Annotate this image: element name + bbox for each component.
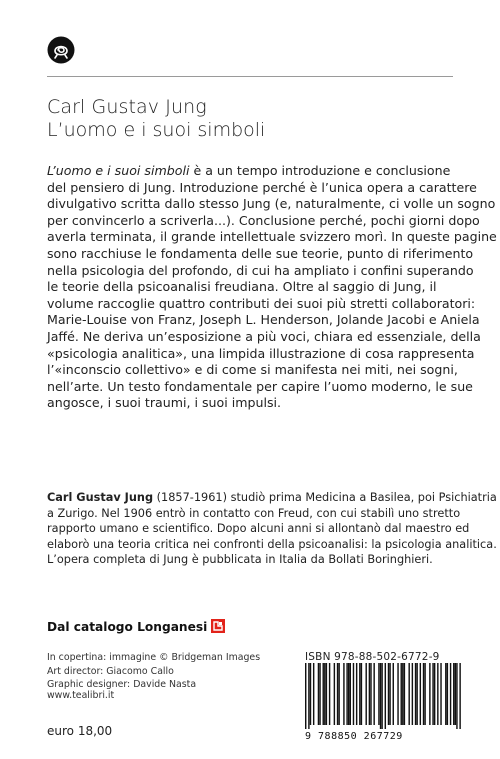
barcode-bar	[381, 663, 382, 729]
blurb-line: averla terminata, il grande intellettuale svizzero morì. In queste pagine	[47, 229, 497, 245]
barcode-bar	[423, 663, 424, 725]
barcode-bar	[401, 663, 402, 725]
barcode-bar	[459, 663, 460, 729]
publisher-logo-icon	[47, 36, 75, 64]
credit-line: In copertina: immagine © Bridgeman Images	[47, 652, 261, 663]
bio-line: L’opera completa di Jung è pubblicata in Italia da Bollati Boringhieri.	[47, 553, 433, 566]
barcode-bar	[389, 663, 390, 725]
barcode-bar	[388, 663, 389, 725]
barcode-bar	[361, 663, 362, 725]
book-blurb	[47, 163, 497, 412]
blurb-line: Jaffé. Ne deriva un’esposizione a più voci, chiara ed essenziale, della	[47, 328, 481, 344]
header-divider	[47, 76, 453, 77]
barcode-bar	[404, 663, 405, 725]
barcode-bar	[385, 663, 386, 729]
barcode-bar	[319, 663, 320, 725]
barcode-bar	[412, 663, 413, 725]
barcode-bar	[369, 663, 370, 725]
barcode-bar	[359, 663, 360, 725]
barcode-bar	[456, 663, 457, 729]
book-author: Carl Gustav Jung	[47, 96, 207, 118]
barcode-bar	[408, 663, 409, 725]
barcode-bar	[356, 663, 357, 725]
barcode-bar	[313, 663, 314, 725]
barcode-bar	[424, 663, 425, 725]
barcode-bar	[305, 663, 306, 729]
barcode-bar	[348, 663, 349, 725]
bio-first-line-rest: (1857-1961) studiò prima Medicina a Basilea, poi Psichiatria	[153, 491, 497, 504]
barcode-bar	[416, 663, 417, 725]
credit-line: Graphic designer: Davide Nasta	[47, 679, 197, 690]
blurb-line: per convincerlo a scriverla...). Conclusione perché, pochi giorni dopo	[47, 212, 480, 228]
barcode-bar	[450, 663, 451, 725]
bio-line: elaborò una teoria critica nei confronti della psicoanalisi: la psicologia analitica.	[47, 537, 497, 551]
blurb-line	[47, 163, 457, 180]
barcode-bar	[378, 663, 379, 725]
barcode-bar	[326, 663, 327, 725]
barcode-bar	[329, 663, 330, 725]
barcode-bar	[343, 663, 344, 725]
book-price: euro 18,00	[47, 724, 113, 738]
barcode-bar	[310, 663, 311, 725]
barcode-bar	[420, 663, 421, 725]
blurb-line: angosce, i suoi traumi, i suoi impulsi.	[47, 395, 282, 411]
blurb-line: del pensiero di Jung. Introduzione perché è l’unica opera a carattere	[47, 179, 477, 195]
blurb-line: nell’arte. Un testo fondamentale per capire l’uomo moderno, le sue	[47, 378, 473, 394]
blurb-line: le teorie della psicoanalisi freudiana. Oltre al saggio di Jung, il	[47, 279, 437, 295]
barcode-bar	[365, 663, 366, 725]
barcode-bar	[445, 663, 446, 725]
barcode-bar	[324, 663, 325, 725]
barcode-bar	[318, 663, 319, 725]
barcode-bar	[346, 663, 347, 725]
barcode-bar	[447, 663, 448, 725]
barcode-bar	[334, 663, 335, 725]
barcode-bar	[432, 663, 433, 725]
isbn-label: ISBN 978-88-502-6772-9	[305, 651, 440, 663]
barcode-bar	[393, 663, 394, 725]
barcode-bar	[402, 663, 403, 725]
barcode-bar	[397, 663, 398, 725]
author-bio	[47, 490, 497, 568]
bio-author-name: Carl Gustav Jung	[47, 491, 154, 504]
barcode-bar	[429, 663, 430, 725]
blurb-line: divulgativo scritta dallo stesso Jung (e, naturalmente, ci volle un sogno	[47, 196, 496, 212]
publisher-website: www.tealibri.it	[47, 690, 115, 701]
bio-line	[47, 490, 497, 506]
blurb-line: l’«inconscio collettivo» e di come si manifesta nei miti, nei sogni,	[47, 362, 458, 378]
barcode-bar	[323, 663, 324, 725]
barcode-bar	[434, 663, 435, 725]
barcode-bar	[455, 663, 456, 725]
barcode-bar	[350, 663, 351, 725]
catalog-mark-icon	[211, 619, 225, 633]
bio-line: rapporto umano e scientifico. Dopo alcuni anni si allontanò dal maestro ed	[47, 522, 470, 535]
barcode-bar	[453, 663, 454, 725]
blurb-italic-title: L’uomo e i suoi simboli	[47, 163, 190, 178]
blurb-line: nella psicologia del profondo, di cui ha ampliato i confini superando	[47, 262, 474, 278]
barcode-bar	[440, 663, 441, 725]
blurb-line: volume raccoglie quattro contributi dei suoi più stretti collaboratori:	[47, 295, 476, 311]
barcode-bar	[308, 663, 309, 729]
barcode-bar	[373, 663, 374, 725]
blurb-line: Marie-Louise von Franz, Joseph L. Henderson, Jolande Jacobi e Aniela	[47, 312, 480, 328]
blurb-line: «psicologia analitica», una limpida illustrazione di cosa rappresenta	[47, 345, 475, 361]
barcode-bar	[370, 663, 371, 725]
catalog-label: Dal catalogo Longanesi	[47, 620, 208, 634]
barcode-bar	[380, 663, 381, 729]
blurb-first-line-rest: è a un tempo introduzione e conclusione	[189, 163, 451, 178]
bio-line: a Zurigo. Nel 1906 entrò in contatto con Freud, con cui stabilì uno stretto	[47, 506, 461, 520]
barcode-digits: 9 788850 267729	[305, 731, 403, 742]
book-title: L’uomo e i suoi simboli	[47, 119, 266, 141]
barcode-bar	[353, 663, 354, 725]
blurb-line: sono racchiuse le fondamenta delle sue teorie, punto di riferimento	[47, 245, 474, 261]
barcode-bar	[415, 663, 416, 725]
barcode-bar	[437, 663, 438, 725]
isbn-barcode	[305, 663, 461, 729]
barcode-bar	[338, 663, 339, 725]
credit-line: Art director: Giacomo Callo	[47, 665, 174, 677]
barcode-bar	[337, 663, 338, 725]
cover-credits	[47, 651, 260, 692]
